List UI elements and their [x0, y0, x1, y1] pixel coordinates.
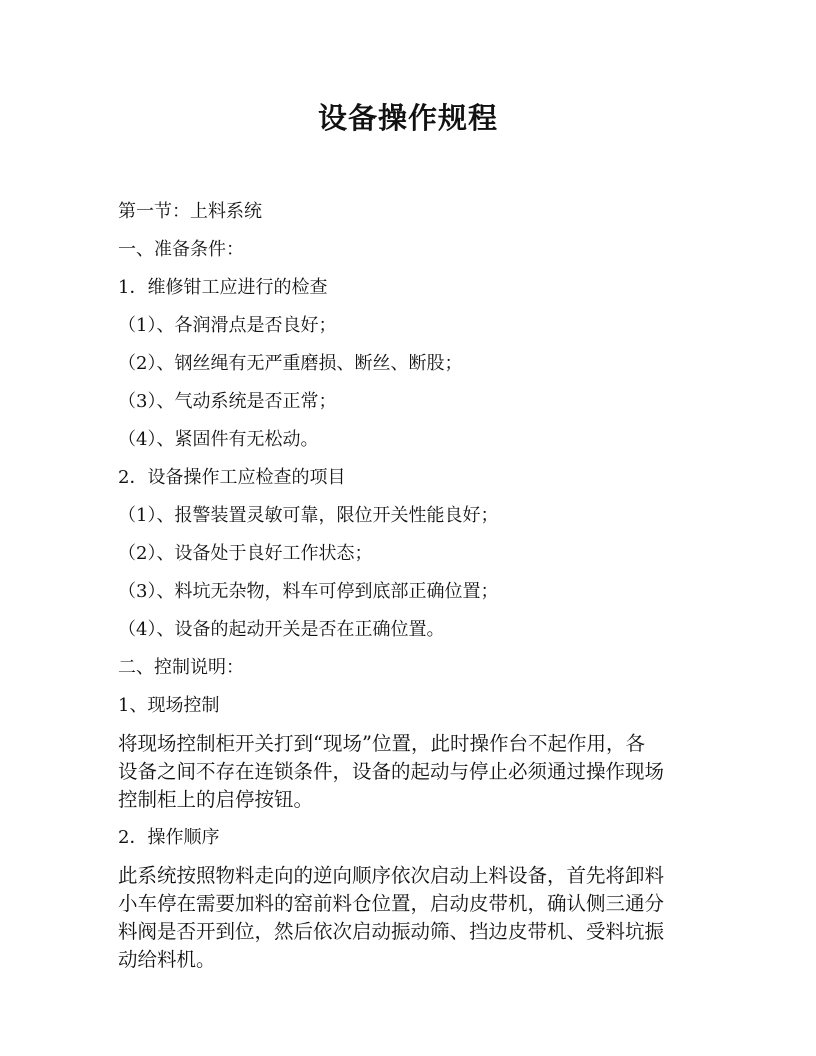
document-body [118, 198, 698, 984]
text-line: 二、控制说明： [118, 657, 244, 678]
paragraph-line: 料阀是否开到位，然后依次启动振动筛、挡边皮带机、受料坑振 [118, 920, 665, 943]
section-heading: 2．操作顺序 [118, 827, 220, 848]
text-line: 2．设备操作工应检查的项目 [118, 467, 346, 488]
paragraph-field-control [118, 730, 698, 814]
document-title: 设备操作规程 [317, 101, 498, 135]
text-line: （1）、各润滑点是否良好； [118, 315, 337, 336]
paragraph-line: 将现场控制柜开关打到“现场”位置，此时操作台不起作用，各 [118, 732, 645, 755]
text-line: （3）、料坑无杂物，料车可停到底部正确位置； [118, 581, 499, 602]
text-line: （3）、气动系统是否正常； [118, 391, 337, 412]
paragraph-line: 小车停在需要加料的窑前料仓位置，启动皮带机，确认侧三通分 [118, 892, 665, 915]
paragraph-line: 此系统按照物料走向的逆向顺序依次启动上料设备，首先将卸料 [118, 864, 665, 887]
paragraph-line: 控制柜上的启停按钮。 [118, 788, 314, 811]
text-line: 1、现场控制 [118, 695, 220, 716]
paragraph-line: 设备之间不存在连锁条件，设备的起动与停止必须通过操作现场 [118, 760, 665, 783]
paragraph-operation-sequence [118, 862, 698, 974]
text-line: （1）、报警装置灵敏可靠，限位开关性能良好； [118, 505, 499, 526]
text-line: 一、准备条件： [118, 239, 244, 260]
text-line: 1．维修钳工应进行的检查 [118, 277, 328, 298]
text-line: 第一节：上料系统 [118, 201, 262, 222]
paragraph-line: 动给料机。 [118, 948, 216, 971]
text-line: （4）、设备的起动开关是否在正确位置。 [118, 619, 445, 640]
text-line: （2）、钢丝绳有无严重磨损、断丝、断股； [118, 353, 463, 374]
text-line: （4）、紧固件有无松动。 [118, 429, 319, 450]
text-line: （2）、设备处于良好工作状态； [118, 543, 373, 564]
